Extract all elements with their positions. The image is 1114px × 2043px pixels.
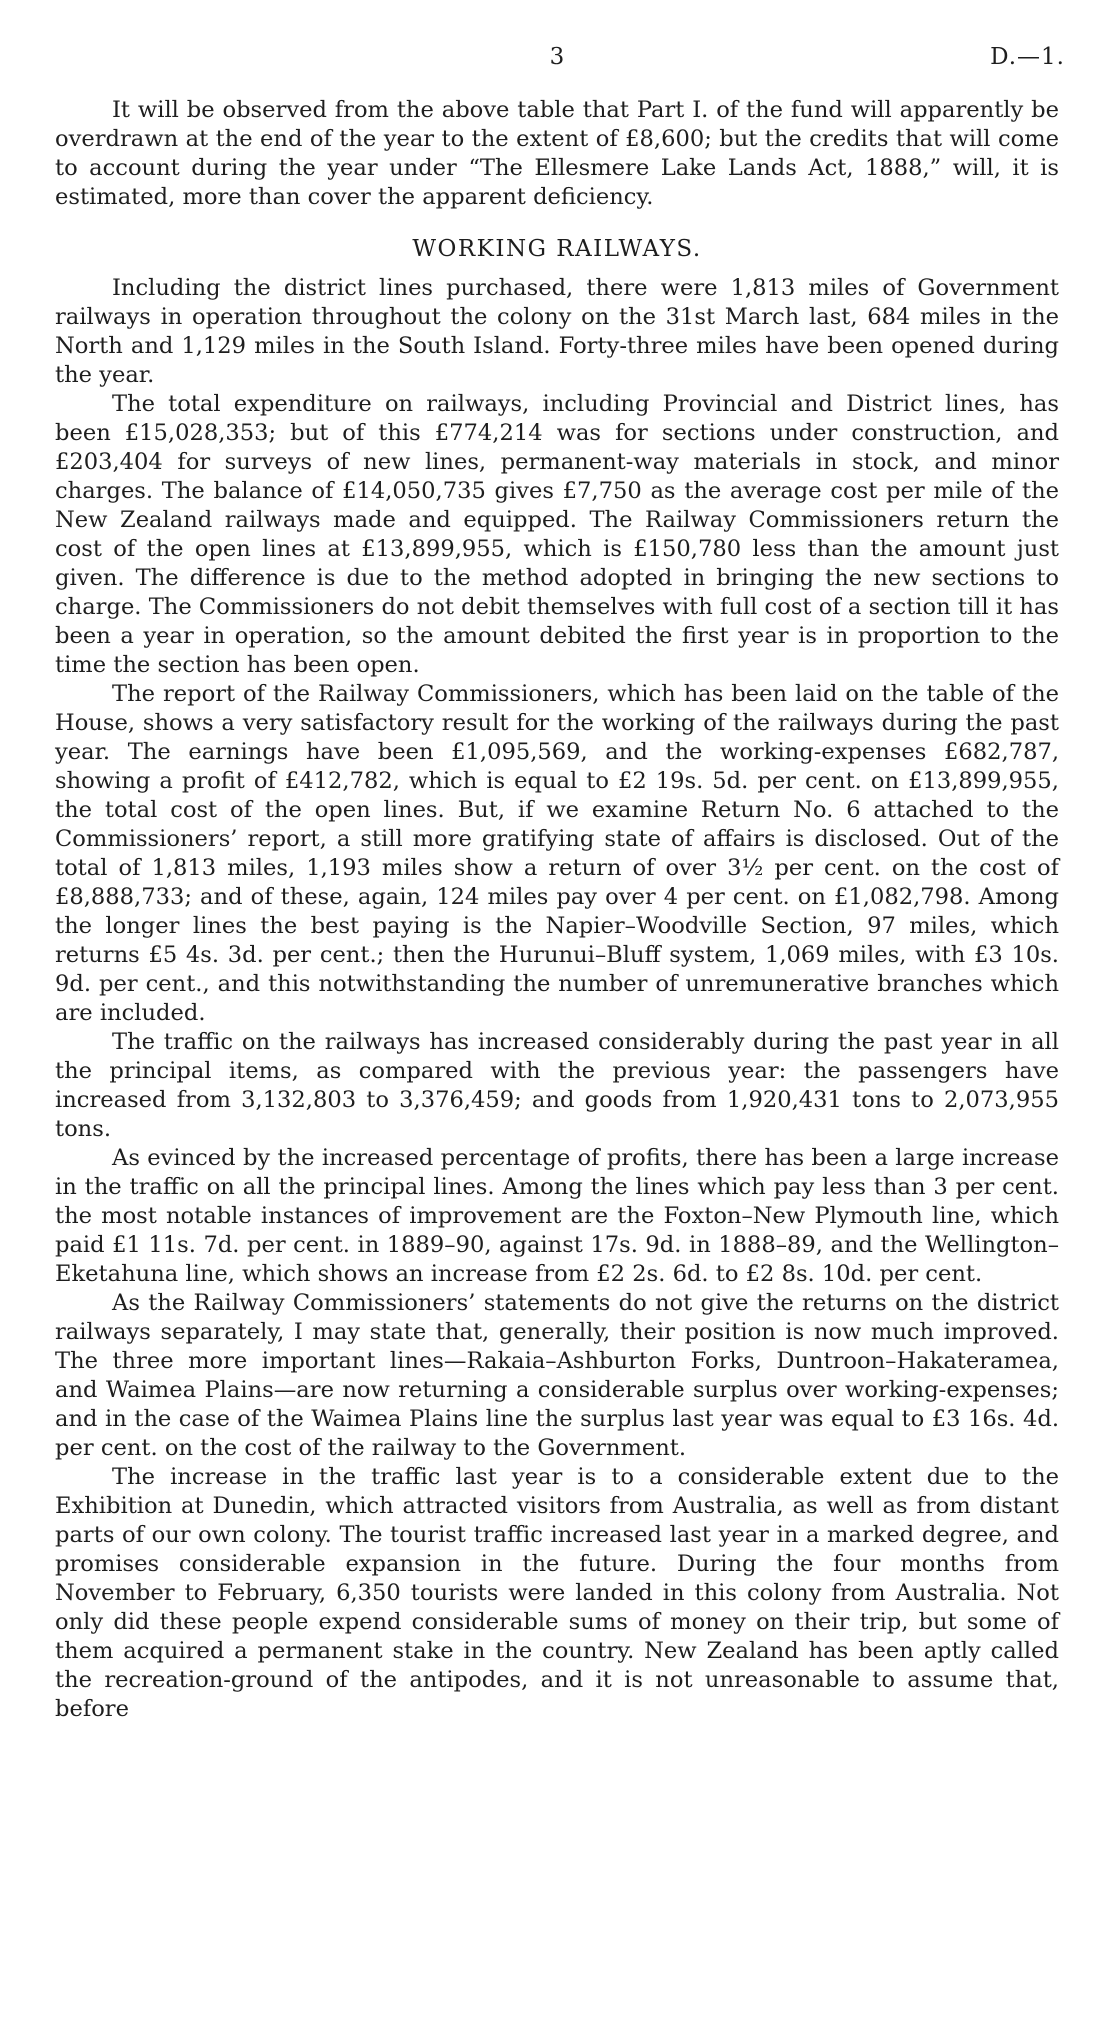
body-paragraph: The increase in the traffic last year is to a considerable extent due to the Exhibition at Dunedin, which attracted visitors from Australia, as well as from distant parts of our own colony. The tourist traffic increased last year in a marked degree, and promises considerable expansion in the future. During the four months from November to February, 6,350 tourists were landed in this colony from Australia. Not only did these people expend considerable sums of money on their trip, but some of them acquired a permanent stake in the country. New Zealand has been aptly called the recreation-ground of the antipodes, and it is not unreasonable to assume that, before (55, 1464, 1059, 1722)
intro-paragraph: It will be observed from the above table that Part I. of the fund will apparently be overdrawn at the end of the year to the extent of £8,600; but the credits that will come to account during the year under “The Ellesmere Lake Lands Act, 1888,” will, it is estimated, more than cover the apparent deficiency. (55, 97, 1059, 210)
body-paragraph: As the Railway Commissioners’ statements do not give the returns on the district railways separately, I may state that, generally, their position is now much improved. The three more important lines—Rakaia–Ashburton Forks, Duntroon–Hakateramea, and Waimea Plains—are now returning a considerable surplus over working-expenses; and in the case of the Waimea Plains line the surplus last year was equal to £3 16s. 4d. per cent. on the cost of the railway to the Government. (55, 1290, 1059, 1461)
body-paragraph: The report of the Railway Commissioners, which has been laid on the table of the House, shows a very satisfactory result for the working of the railways during the past year. The earnings have been £1,095,569, and the working-expenses £682,787, showing a profit of £412,782, which is equal to £2 19s. 5d. per cent. on £13,899,955, the total cost of the open lines. But, if we examine Return No. 6 attached to the Commissioners’ report, a still more gratifying state of affairs is disclosed. Out of the total of 1,813 miles, 1,193 miles show a return of over 3½ per cent. on the cost of £8,888,733; and of these, again, 124 miles pay over 4 per cent. on £1,082,798. Among the longer lines the best paying is the Napier–Woodville Section, 97 miles, which returns £5 4s. 3d. per cent.; then the Hurunui–Bluff system, 1,069 miles, with £3 10s. 9d. per cent., and this notwithstanding the number of unremunerative branches which are included. (55, 681, 1059, 1026)
body-paragraph: The traffic on the railways has increased considerably during the past year in all the principal items, as compared with the previous year: the passengers have increased from 3,132,803 to 3,376,459; and goods from 1,920,431 tons to 2,073,955 tons. (55, 1029, 1059, 1142)
page-number: 3 (549, 44, 565, 70)
document-reference: D.—1. (990, 44, 1065, 70)
section-heading: WORKING RAILWAYS. (412, 236, 702, 262)
page-header (55, 44, 1065, 84)
document-page (55, 44, 1065, 1724)
body-paragraph: As evinced by the increased percentage of profits, there has been a large increase in the traffic on all the principal lines. Among the lines which pay less than 3 per cent. the most notable instances of improvement are the Foxton–New Plymouth line, which paid £1 11s. 7d. per cent. in 1889–90, against 17s. 9d. in 1888–89, and the Wellington–Eketahuna line, which shows an increase from £2 2s. 6d. to £2 8s. 10d. per cent. (55, 1145, 1059, 1287)
body-paragraph: The total expenditure on railways, including Provincial and District lines, has been £15,028,353; but of this £774,214 was for sections under construction, and £203,404 for surveys of new lines, permanent-way materials in stock, and minor charges. The balance of £14,050,735 gives £7,750 as the average cost per mile of the New Zealand railways made and equipped. The Railway Commissioners return the cost of the open lines at £13,899,955, which is £150,780 less than the amount just given. The difference is due to the method adopted in bringing the new sections to charge. The Commissioners do not debit themselves with full cost of a section till it has been a year in operation, so the amount debited the first year is in proportion to the time the section has been open. (55, 391, 1059, 678)
section-body (55, 274, 1059, 1724)
body-paragraph: Including the district lines purchased, there were 1,813 miles of Government railways in operation throughout the colony on the 31st March last, 684 miles in the North and 1,129 miles in the South Island. Forty-three miles have been opened during the year. (55, 275, 1059, 388)
